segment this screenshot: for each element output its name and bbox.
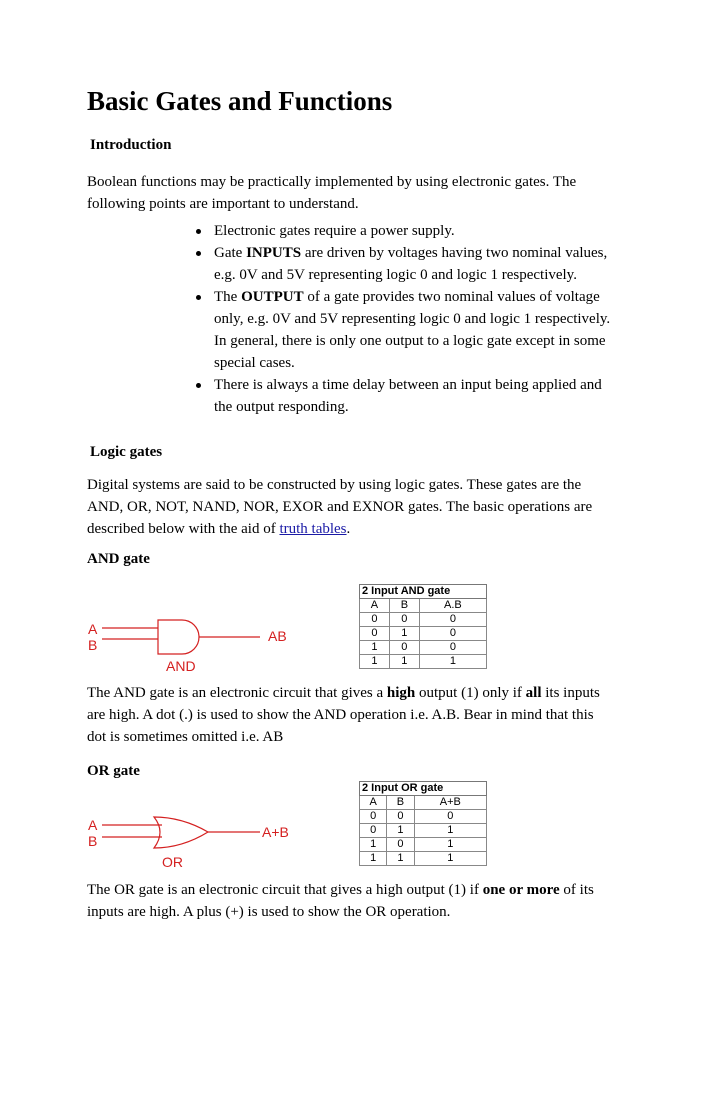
table-cell: 0 [360, 627, 390, 641]
and-gate-description: The AND gate is an electronic circuit that gives a high output (1) only if all its inputs are high. A dot (.) is used to show the AND operation i.e. A.B. Bear in mind that this dot is sometimes omitted i.e. AB [87, 685, 600, 745]
table-cell: 1 [387, 852, 414, 866]
or-label-name: OR [162, 854, 183, 870]
or-truth-table [359, 781, 487, 866]
bullet-item: Gate INPUTS are driven by voltages having two nominal values, e.g. 0V and 5V representing logic 0 and logic 1 respectively. [190, 242, 660, 286]
table-cell: 1 [360, 838, 387, 852]
logic-gates-paragraph: Digital systems are said to be constructed by using logic gates. These gates are the AND, OR, NOT, NAND, NOR, EXOR and EXNOR gates. The basic operations are described below with the aid of truth tables. [87, 477, 593, 537]
bullet-dot-icon [196, 295, 201, 300]
and-label-name: AND [166, 658, 196, 674]
and-truth-table [359, 584, 487, 669]
or-table-title: 2 Input OR gate [360, 782, 487, 796]
bullet-dot-icon [196, 251, 201, 256]
table-cell: 0 [387, 838, 414, 852]
or-gate-heading: OR gate [87, 763, 140, 779]
intro-bullet-list [190, 220, 660, 418]
table-cell: 1 [414, 852, 486, 866]
and-label-output: AB [268, 628, 287, 644]
bullet-dot-icon [196, 383, 201, 388]
page-title: Basic Gates and Functions [87, 86, 393, 116]
table-row [360, 613, 487, 627]
bullet-item: The OUTPUT of a gate provides two nominal values of voltage only, e.g. 0V and 5V representing logic 0 and logic 1 respectively. In general, there is only one output to a logic gate except in some special cases. [190, 286, 660, 374]
bullet-item: There is always a time delay between an input being applied and the output responding. [190, 374, 660, 418]
table-cell: 0 [419, 641, 486, 655]
bullet-item: Electronic gates require a power supply. [190, 220, 660, 242]
table-cell: 1 [360, 655, 390, 669]
table-cell: 1 [389, 627, 419, 641]
table-cell: 0 [360, 613, 390, 627]
or-table-header: B [387, 796, 414, 810]
table-cell: 1 [360, 641, 390, 655]
table-cell: 1 [414, 824, 486, 838]
and-table-header: A.B [419, 599, 486, 613]
table-row [360, 838, 487, 852]
and-gate-symbol [158, 620, 199, 654]
table-cell: 1 [389, 655, 419, 669]
and-table-header: B [389, 599, 419, 613]
table-row [360, 641, 487, 655]
truth-tables-link[interactable]: truth tables [279, 521, 347, 537]
table-cell: 0 [414, 810, 486, 824]
and-label-a: A [88, 621, 98, 637]
table-cell: 0 [419, 613, 486, 627]
logic-gates-heading: Logic gates [90, 444, 163, 460]
table-cell: 1 [387, 824, 414, 838]
intro-line-1: Boolean functions may be practically implemented by using electronic gates. The [87, 174, 577, 190]
and-table-title: 2 Input AND gate [360, 585, 487, 599]
or-label-b: B [88, 833, 98, 849]
table-cell: 0 [419, 627, 486, 641]
or-table-header: A+B [414, 796, 486, 810]
table-cell: 0 [387, 810, 414, 824]
table-row [360, 852, 487, 866]
table-row [360, 810, 487, 824]
table-cell: 0 [360, 824, 387, 838]
table-cell: 0 [360, 810, 387, 824]
or-table-header: A [360, 796, 387, 810]
or-gate-description: The OR gate is an electronic circuit that gives a high output (1) if one or more of its inputs are high. A plus (+) is used to show the OR operation. [87, 882, 594, 920]
table-cell: 1 [360, 852, 387, 866]
or-label-output: A+B [262, 824, 289, 840]
and-gate-heading: AND gate [87, 551, 150, 567]
table-cell: 1 [414, 838, 486, 852]
and-table-header: A [360, 599, 390, 613]
table-row [360, 627, 487, 641]
table-cell: 0 [389, 641, 419, 655]
or-gate-symbol [154, 817, 208, 848]
or-label-a: A [88, 817, 98, 833]
bullet-dot-icon [196, 229, 201, 234]
and-gate-diagram [82, 608, 322, 678]
table-row [360, 824, 487, 838]
introduction-heading: Introduction [90, 137, 172, 153]
and-label-b: B [88, 637, 98, 653]
table-cell: 0 [389, 613, 419, 627]
table-row [360, 655, 487, 669]
table-cell: 1 [419, 655, 486, 669]
intro-paragraph [87, 171, 657, 215]
intro-line-2: following points are important to understand. [87, 196, 359, 212]
or-gate-diagram [82, 808, 322, 874]
